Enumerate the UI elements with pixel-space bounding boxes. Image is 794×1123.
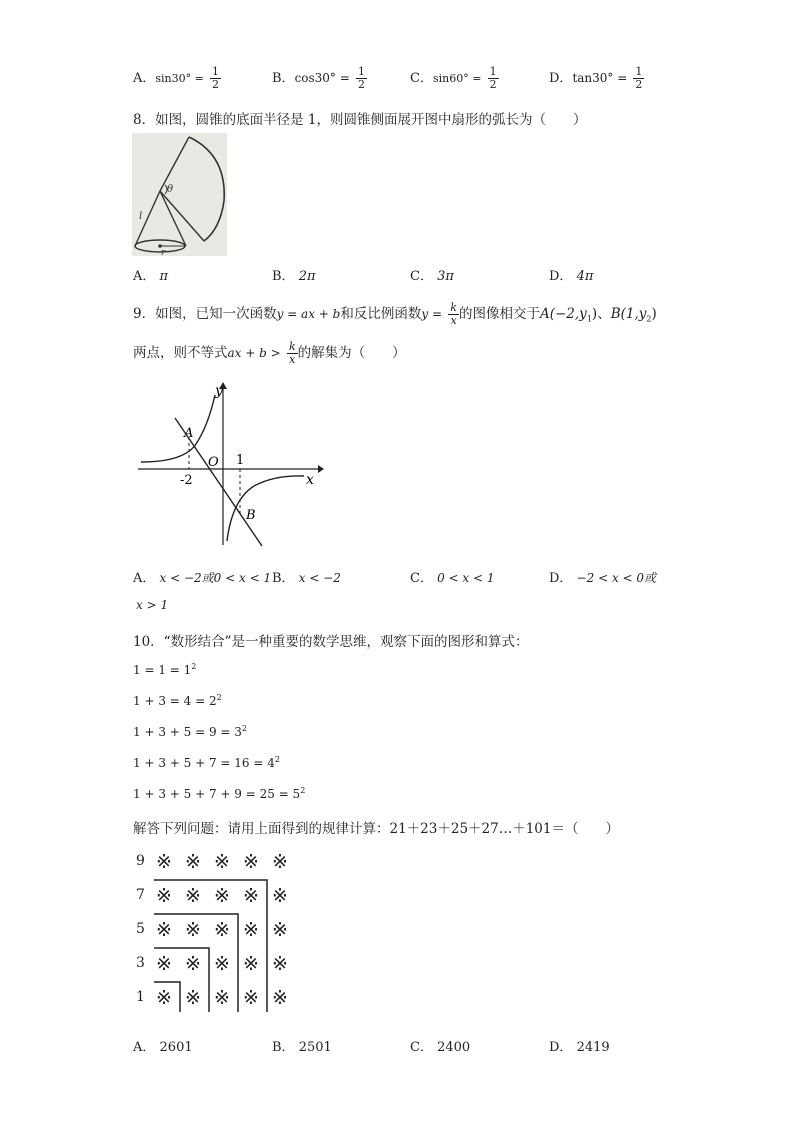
grid-symbol: ※ xyxy=(243,953,259,975)
grid-symbol: ※ xyxy=(214,987,230,1009)
grid-symbol: ※ xyxy=(214,851,230,873)
point-a-label: A xyxy=(184,426,194,441)
q10-option-d: D． 2419 xyxy=(549,1040,610,1055)
l-label: l xyxy=(139,211,143,222)
grid-symbol: ※ xyxy=(243,919,259,941)
q8-option-c: C． 3π xyxy=(410,269,454,284)
q10-eq1: $1 = 1 = 1^2$ xyxy=(133,662,197,677)
q7-option-a: A．sin30° = $\frac{1}{2}$ xyxy=(133,65,219,91)
q10-eq3: $1 + 3 + 5 = 9 = 3^2$ xyxy=(133,724,248,739)
grid-symbol: ※ xyxy=(185,885,201,907)
hyperbola-right-branch xyxy=(227,476,304,541)
q9-option-b: B． x < −2 xyxy=(272,571,341,586)
q7-option-c: C．sin60° = $\frac{1}{2}$ xyxy=(410,65,497,91)
row-label-3: 3 xyxy=(136,955,145,971)
q10-eq5: $1 + 3 + 5 + 7 + 9 = 25 = 5^2$ xyxy=(133,786,306,801)
odd-number-square-figure xyxy=(136,846,306,1016)
grid-symbol: ※ xyxy=(156,885,172,907)
grid-symbol: ※ xyxy=(214,885,230,907)
q10-option-b: B． 2501 xyxy=(272,1040,332,1055)
grid-symbol: ※ xyxy=(156,851,172,873)
grid-symbol: ※ xyxy=(272,851,288,873)
q9-option-d: D． −2 < x < 0或 xyxy=(549,571,657,586)
grid-symbol: ※ xyxy=(185,851,201,873)
cone-figure-photo xyxy=(132,133,227,256)
q10-option-c: C． 2400 xyxy=(410,1040,471,1055)
origin-label: O xyxy=(208,455,219,470)
q10-eq2: $1 + 3 = 4 = 2^2$ xyxy=(133,693,222,708)
r-label: r xyxy=(161,248,166,256)
grid-symbol: ※ xyxy=(156,953,172,975)
grid-symbol: ※ xyxy=(272,987,288,1009)
grid-symbol: ※ xyxy=(243,987,259,1009)
q7-option-b: B．cos30° = $\frac{1}{2}$ xyxy=(272,65,365,91)
q10-stem: 10．“数形结合”是一种重要的数学思维，观察下面的图形和算式： xyxy=(133,634,529,650)
q9-option-c: C． 0 < x < 1 xyxy=(410,571,495,586)
grid-symbol: ※ xyxy=(272,919,288,941)
point-b-label: B xyxy=(246,508,256,523)
row-label-1: 1 xyxy=(136,989,145,1005)
q8-option-b: B． 2π xyxy=(272,269,316,284)
cone-sketch xyxy=(132,133,227,256)
q10-option-a: A． 2601 xyxy=(133,1040,193,1055)
grid-symbol: ※ xyxy=(272,885,288,907)
tick-neg2-label: -2 xyxy=(180,473,193,488)
q8-option-d: D． 4π xyxy=(549,269,594,284)
grid-symbol: ※ xyxy=(185,987,201,1009)
tick-1-label: 1 xyxy=(236,453,245,468)
y-axis-label: y xyxy=(215,383,223,399)
theta-label: θ xyxy=(167,184,174,195)
row-label-9: 9 xyxy=(136,853,145,869)
grid-symbol: ※ xyxy=(214,953,230,975)
grid-symbol: ※ xyxy=(185,953,201,975)
q9-stem-line2: 两点，则不等式ax + b > $\frac{k}{x}$ 的解集为（ ） xyxy=(133,340,406,366)
grid-symbol: ※ xyxy=(243,851,259,873)
grid-symbol: ※ xyxy=(156,987,172,1009)
x-axis-label: x xyxy=(306,472,314,488)
q10-ask: 解答下列问题：请用上面得到的规律计算：21＋23＋25＋27…＋101＝（ ） xyxy=(133,821,619,837)
hyperbola-left-branch xyxy=(141,395,215,462)
grid-symbol: ※ xyxy=(272,953,288,975)
row-label-7: 7 xyxy=(136,887,145,903)
grid-symbol: ※ xyxy=(156,919,172,941)
grid-symbol: ※ xyxy=(185,919,201,941)
function-graph xyxy=(136,380,326,550)
q9-option-a: A． x < −2或0 < x < 1 xyxy=(133,571,272,586)
grid-symbol: ※ xyxy=(214,919,230,941)
grid-symbol: ※ xyxy=(243,885,259,907)
row-label-5: 5 xyxy=(136,921,145,937)
q9-stem-line1: 9．如图，已知一次函数y = ax + b和反比例函数y = $\frac{k}{x}$ 的图像相交于$A(-2,y_1)$、$B(1,y_2)$ xyxy=(133,301,657,327)
q8-stem: 8．如图，圆锥的底面半径是 1，则圆锥侧面展开图中扇形的弧长为（ ） xyxy=(133,112,587,128)
q10-eq4: $1 + 3 + 5 + 7 = 16 = 4^2$ xyxy=(133,755,280,770)
q8-option-a: A． π xyxy=(133,269,169,284)
q9-option-d-cont: x > 1 xyxy=(136,598,169,612)
q7-option-d: D．tan30° = $\frac{1}{2}$ xyxy=(549,65,643,91)
